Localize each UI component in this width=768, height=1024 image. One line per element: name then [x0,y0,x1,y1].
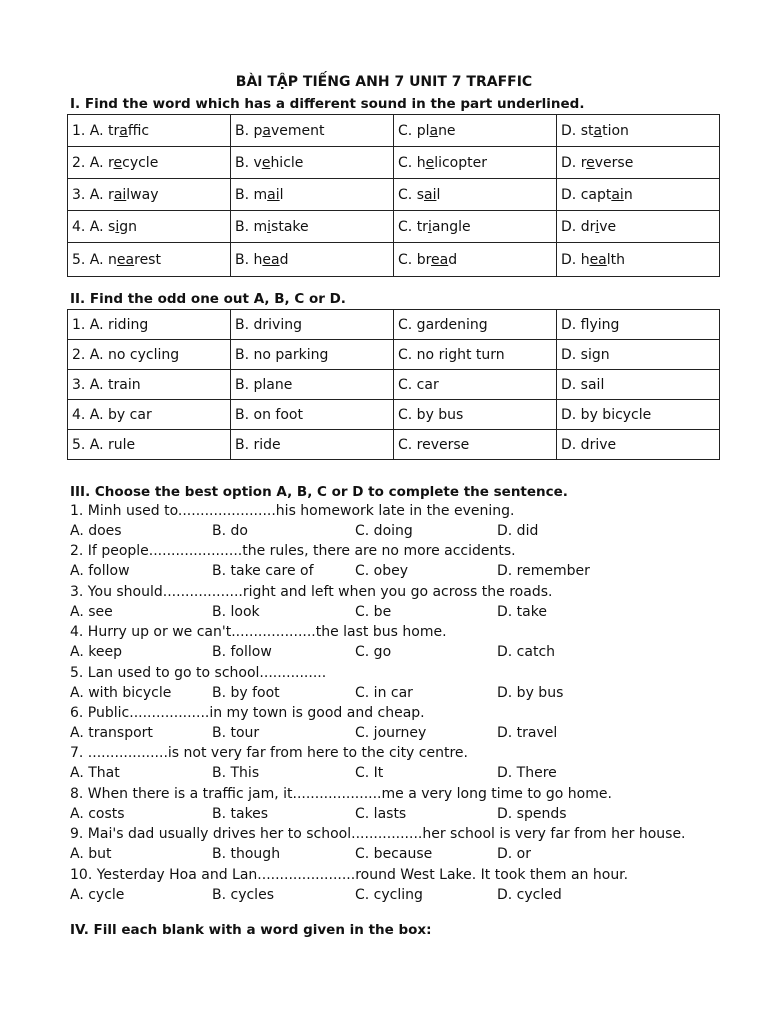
option-cell [231,115,394,147]
word-part: h [253,251,263,268]
option-cell: D. drive [557,430,720,460]
answer-option: A. costs [70,805,125,822]
answer-option: C. doing [355,523,413,539]
answer-option: B. cycles [212,886,274,903]
answer-option: A. follow [70,563,130,580]
answer-options [70,685,710,703]
answer-options [70,806,710,824]
answer-options [70,846,710,864]
question-text: 3. You should..................right and left when you go across the roads. [70,583,553,600]
word-part: hicle [270,154,304,171]
option-cell [68,179,231,211]
option-cell: B. no parking [231,340,394,370]
word-part: D. [561,251,581,268]
answer-option: B. takes [212,805,269,822]
option-cell [231,179,394,211]
word-part: D. [561,122,581,139]
word-part: 3. A. [72,186,109,203]
question-text: 4. Hurry up or we can't...................the last bus home. [70,624,447,641]
word-part: D. [561,154,581,171]
option-cell: 2. A. no cycling [68,340,231,370]
word-part: r [108,186,114,203]
option-cell [557,115,720,147]
underlined-letters: e [113,154,123,171]
word-part: vement [271,122,325,139]
answer-option: C. It [355,765,384,782]
option-cell: B. ride [231,430,394,460]
option-cell [68,115,231,147]
option-cell: C. no right turn [394,340,557,370]
underlined-letters: i [595,218,600,235]
underlined-letters: a [119,122,128,139]
word-part: capt [580,186,612,203]
option-cell [394,211,557,243]
answer-option: D. remember [497,563,590,580]
question-text: 8. When there is a traffic jam, it....................me a very long time to go home. [70,785,612,802]
table-row [68,310,720,340]
answer-option: D. take [497,603,547,620]
word-part: rest [134,251,161,268]
question-text: 10. Yesterday Hoa and Lan......................round West Lake. It took them an hour. [70,866,629,883]
answer-option: B. look [212,603,260,620]
table-row [68,211,720,243]
option-cell: 1. A. riding [68,310,231,340]
word-part: lth [606,251,626,268]
word-part: licopter [434,154,487,171]
odd-one-out-table [67,309,720,460]
answer-option: C. obey [355,563,409,580]
option-cell: 5. A. rule [68,430,231,460]
word-part: pl [416,122,430,139]
word-part: D. [561,218,581,235]
word-part: r [108,154,114,171]
word-part: s [108,218,116,235]
option-cell [394,179,557,211]
answer-option: B. though [212,846,281,863]
answer-option: C. go [355,644,392,661]
underlined-letters: ai [113,186,127,203]
word-part: h [416,154,426,171]
option-cell: 4. A. by car [68,400,231,430]
answer-option: B. do [212,523,248,539]
word-part: C. [398,122,417,139]
underlined-letters: ai [611,186,624,203]
section-4-heading: IV. Fill each blank with a word given in the box: [70,922,432,938]
answer-option: A. does [70,523,122,539]
underlined-letters: ea [262,251,280,268]
word-part: l [436,186,441,203]
answer-option: B. This [212,765,260,782]
word-part: D. [561,186,581,203]
word-part: l [279,186,284,203]
word-part: B. [235,218,254,235]
option-cell: C. reverse [394,430,557,460]
word-part: lway [126,186,159,203]
answer-option: C. lasts [355,805,407,822]
answer-option: A. keep [70,644,122,661]
word-part: p [253,122,263,139]
option-cell [231,147,394,179]
word-part: B. [235,186,254,203]
question-text: 1. Minh used to......................his homework late in the evening. [70,503,515,519]
underlined-letters: e [261,154,271,171]
worksheet-title: BÀI TẬP TIẾNG ANH 7 UNIT 7 TRAFFIC [235,74,533,90]
word-part: tion [602,122,629,139]
table-row [68,340,720,370]
word-part: C. [398,186,417,203]
answer-option: A. cycle [70,886,125,903]
option-cell: C. by bus [394,400,557,430]
word-part: 4. A. [72,218,109,235]
option-cell [394,147,557,179]
answer-options [70,644,710,662]
answer-option: C. because [355,846,433,863]
answer-option: D. cycled [497,886,562,903]
word-part: angle [431,218,471,235]
word-part: m [253,186,268,203]
option-cell [68,211,231,243]
option-cell: B. on foot [231,400,394,430]
word-part: verse [594,154,634,171]
word-part: br [416,251,432,268]
underlined-letters: ai [423,186,437,203]
answer-options [70,563,710,581]
option-cell [394,243,557,277]
option-cell: D. flying [557,310,720,340]
answer-option: A. That [70,765,120,782]
underlined-letters: ai [267,186,280,203]
table-row [68,430,720,460]
option-cell [557,179,720,211]
word-part: stake [271,218,309,235]
option-cell [231,243,394,277]
answer-options [70,887,710,905]
underlined-letters: i [427,218,432,235]
section-1-heading: I. Find the word which has a different sound in the part underlined. [70,96,585,112]
word-part: ve [599,218,617,235]
word-part: C. [398,154,417,171]
word-part: B. [235,154,254,171]
option-cell: D. by bicycle [557,400,720,430]
underlined-letters: i [115,218,120,235]
option-cell [68,147,231,179]
underlined-letters: i [267,218,272,235]
answer-options [70,765,710,783]
option-cell [394,115,557,147]
section-3-heading: III. Choose the best option A, B, C or D to complete the sentence. [70,484,568,500]
word-part: v [253,154,262,171]
word-part: C. [398,251,417,268]
answer-options [70,725,710,743]
word-part: 2. A. [72,154,109,171]
section-2-heading: II. Find the odd one out A, B, C or D. [70,291,346,307]
answer-option: C. be [355,603,392,620]
option-cell [557,211,720,243]
answer-option: D. catch [497,644,556,661]
answer-option: A. see [70,603,113,620]
word-part: d [448,251,458,268]
answer-option: A. with bicycle [70,684,172,701]
word-part: tr [108,122,120,139]
option-cell: C. gardening [394,310,557,340]
word-part: dr [580,218,596,235]
option-cell: 3. A. train [68,370,231,400]
option-cell: B. plane [231,370,394,400]
underlined-letters: a [593,122,603,139]
word-part: 1. A. [72,122,109,139]
underlined-letters: ea [116,251,135,268]
answer-option: D. spends [497,805,567,822]
table-row [68,243,720,277]
question-text: 7. ..................is not very far from here to the city centre. [70,745,468,762]
word-part: n [108,251,117,268]
word-part: ffic [127,122,150,139]
pronunciation-table [67,114,720,277]
question-text: 5. Lan used to go to school............... [70,664,327,681]
question-text: 6. Public..................in my town is good and cheap. [70,705,425,721]
answer-option: A. transport [70,725,153,741]
answer-option: B. take care of [212,563,314,580]
answer-options [70,604,710,622]
answer-option: B. follow [212,644,272,661]
answer-options [70,523,710,541]
answer-option: B. tour [212,725,260,741]
option-cell [231,211,394,243]
word-part: st [580,122,594,139]
option-cell [557,243,720,277]
underlined-letters: a [262,122,271,139]
option-cell: C. car [394,370,557,400]
answer-option: D. There [497,765,557,782]
underlined-letters: ea [431,251,449,268]
word-part: n [623,186,633,203]
word-part: gn [119,218,137,235]
question-text: 9. Mai's dad usually drives her to school................her school is very far from her house. [70,826,686,843]
answer-option: D. or [497,846,532,863]
word-part: m [253,218,268,235]
answer-option: C. cycling [355,886,423,903]
option-cell [68,243,231,277]
question-text: 2. If people.....................the rules, there are no more accidents. [70,543,516,560]
option-cell: D. sign [557,340,720,370]
option-cell: B. driving [231,310,394,340]
word-part: ne [438,122,456,139]
answer-option: C. in car [355,684,413,701]
underlined-letters: ea [589,251,607,268]
table-row [68,400,720,430]
answer-option: D. travel [497,725,558,741]
word-part: h [580,251,590,268]
table-row [68,370,720,400]
table-row [68,147,720,179]
word-part: B. [235,122,254,139]
answer-option: A. but [70,846,112,863]
option-cell [557,147,720,179]
word-part: r [580,154,587,171]
word-part: s [416,186,424,203]
option-cell: D. sail [557,370,720,400]
word-part: C. [398,218,417,235]
answer-option: B. by foot [212,684,280,701]
underlined-letters: e [425,154,435,171]
underlined-letters: a [429,122,439,139]
word-part: 5. A. [72,251,109,268]
word-part: d [279,251,289,268]
answer-option: D. did [497,523,539,539]
word-part: tr [416,218,428,235]
answer-option: D. by bus [497,684,564,701]
answer-option: C. journey [355,725,427,741]
word-part: cycle [122,154,159,171]
table-row [68,115,720,147]
table-row [68,179,720,211]
underlined-letters: e [586,154,595,171]
word-part: B. [235,251,254,268]
